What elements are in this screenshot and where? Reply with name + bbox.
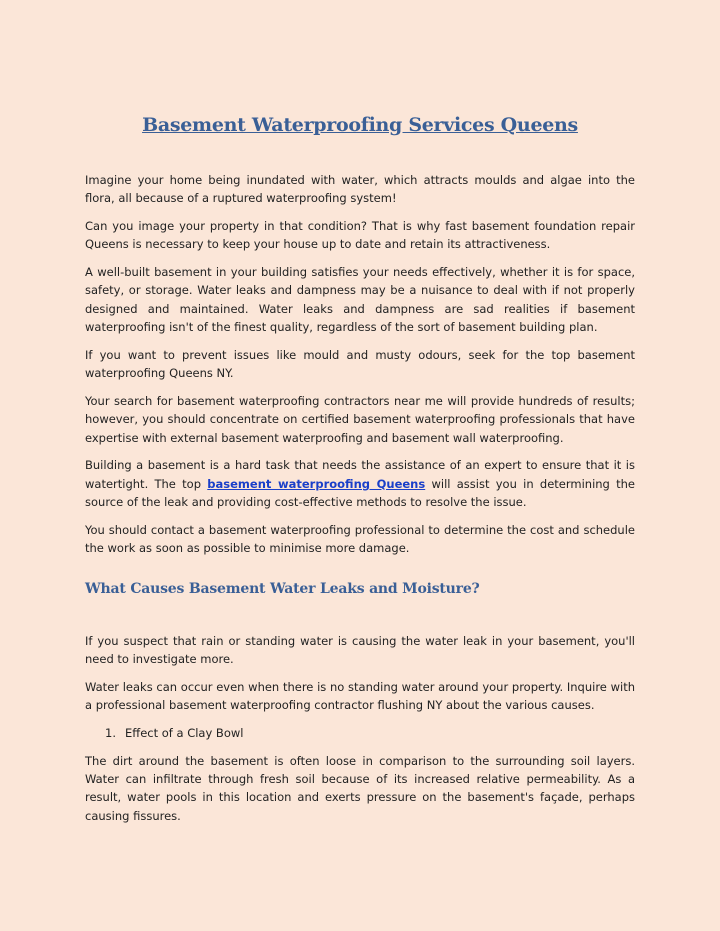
basement-waterproofing-link[interactable]: basement waterproofing Queens: [207, 476, 426, 491]
paragraph-search: Your search for basement waterproofing contractors near me will provide hundreds of results; however, you should concentrate on certified basement waterproofing professionals that have expertise with external basement waterproofing and basement wall waterproofing.: [85, 393, 635, 445]
numbered-list: [85, 724, 635, 742]
paragraph-contact: You should contact a basement waterproofing professional to determine the cost and schedule the work as soon as possible to minimise more damage.: [85, 522, 635, 556]
paragraph-building: [85, 456, 635, 511]
list-item: [105, 724, 635, 742]
paragraph-water-leaks: Water leaks can occur even when there is no standing water around your property. Inquire with a professional basement waterproofing contractor flushing NY about the various causes.: [85, 679, 635, 713]
paragraph-dirt: The dirt around the basement is often loose in comparison to the surrounding soil layers. Water can infiltrate through fresh soil because of its increased relative permeability. As a result, water pools in this location and exerts pressure on the basement's façade, perhaps causing fissures.: [85, 753, 635, 823]
page-title: Basement Waterproofing Services Queens: [142, 114, 578, 136]
paragraph-condition: Can you image your property in that condition? That is why fast basement foundation repair Queens is necessary to keep your house up to date and retain its attractiveness.: [85, 219, 635, 252]
document-body: [85, 171, 635, 834]
paragraph-prevent: If you want to prevent issues like mould and musty odours, seek for the top basement waterproofing Queens NY.: [85, 347, 635, 381]
list-item-text: Effect of a Clay Bowl: [125, 725, 244, 740]
paragraph-suspect: If you suspect that rain or standing water is causing the water leak in your basement, you'll need to investigate more.: [85, 633, 635, 666]
paragraph-building-after: will assist you in determining the source of the leak and providing cost-effective methods to resolve the issue.: [85, 476, 635, 509]
section-heading: What Causes Basement Water Leaks and Moisture?: [85, 581, 480, 598]
paragraph-building-before: Building a basement is a hard task that needs the assistance of an expert to ensure that it is watertight. The top: [85, 458, 635, 491]
paragraph-well-built: A well-built basement in your building satisfies your needs effectively, whether it is for space, safety, or storage. Water leaks and dampness may be a nuisance to deal with if not properly designed and maintained. Water leaks and dampness are sad realities if basement waterproofing isn't of the finest quality, regardless of the sort of basement building plan.: [85, 265, 635, 335]
list-item-number: 1.: [105, 725, 116, 740]
paragraph-intro: Imagine your home being inundated with water, which attracts moulds and algae into the flora, all because of a ruptured waterproofing system!: [85, 173, 635, 206]
